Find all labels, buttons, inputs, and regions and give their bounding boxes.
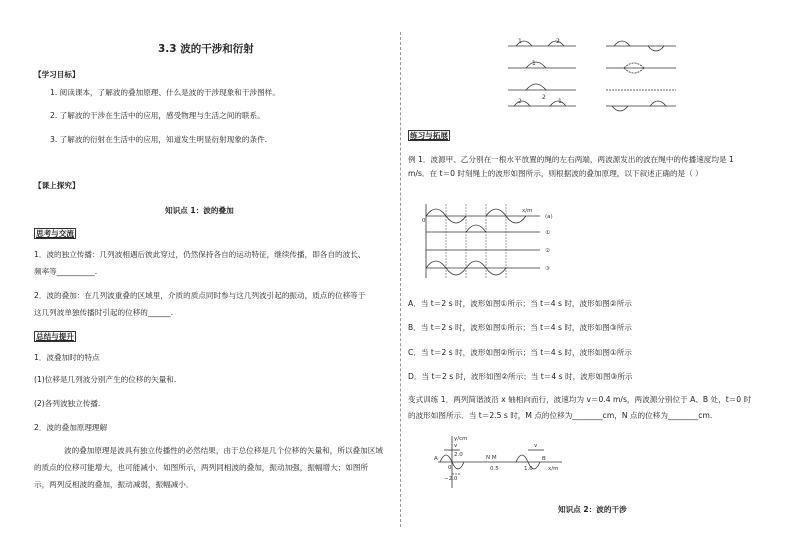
fig2-v1: v (454, 443, 458, 449)
column-divider (400, 32, 401, 527)
fig2-neg: −2.0 (444, 476, 458, 482)
summary-heading: 总结与提升 (36, 332, 74, 341)
summary-point-2-line-1: 波的叠加原理是波具有独立传播性的必然结果，由于总位移是几个位移的矢量和，所以叠加区域 (64, 446, 383, 455)
fig2-v2: v (534, 443, 538, 449)
summary-point-2-line-3: 示，两列反相波的叠加，振动减弱，振幅减小． (34, 480, 194, 489)
fig2-half: 0.5 (490, 466, 499, 472)
wave-label-3: 1 (532, 60, 536, 67)
option-b: B．当 t＝2 s 时，波形如图①所示；当 t＝4 s 时，波形如图③所示 (408, 323, 632, 332)
option-a: A．当 t＝2 s 时，波形如图①所示；当 t＝4 s 时，波形如图②所示 (408, 299, 632, 308)
fig1-xm: x/m (522, 208, 533, 214)
fig2-b: B (542, 456, 546, 462)
fig2-zero: 0 (448, 465, 452, 471)
wave-label-6: 1 (558, 98, 562, 105)
wave-superposition-figure (506, 34, 686, 118)
fig2-one: 1.0 (524, 466, 533, 472)
fig2-y: y/cm (454, 436, 468, 442)
wave-label-1: 1 (518, 38, 522, 45)
option-d: D．当 t＝2 s 时，波形如图②所示；当 t＝4 s 时，波形如图③所示 (408, 372, 633, 381)
objective-1: 1. 阅读课本，了解波的叠加原理、什么是波的干涉现象和干涉图样。 (50, 88, 280, 97)
wave-label-5: 2 (518, 98, 522, 105)
objectives-heading: 【学习目标】 (34, 70, 80, 79)
summary-point-1a: (1)位移是几列波分别产生的位移的矢量和. (34, 375, 177, 384)
question-1-line-1: 1．波的独立传播：几列波相遇后彼此穿过，仍然保持各自的运动特征，继续传播，即各自的波长、 (34, 250, 366, 259)
question-2-line-1: 2．波的叠加：在几列波重叠的区域里，介质的质点同时参与这几列波引起的振动，质点的位移等于 (34, 291, 366, 300)
fig2-nm: N M (486, 455, 497, 461)
question-1-line-2: 频率等__________. (34, 267, 98, 276)
question-2-line-2: 这几列波单独传播时引起的位移的______. (34, 308, 174, 317)
fig2-a: A (434, 456, 438, 462)
fig1-zero: 0 (422, 218, 426, 224)
explore-heading: 【课上探究】 (34, 181, 80, 190)
fig1-r1: ① (545, 230, 550, 236)
fig1-r2: ② (545, 248, 550, 254)
fig2-xm: x/m (548, 466, 559, 472)
example-1-line-2: m/s．在 t＝0 时刻绳上的波形如图所示，则根据波的叠加原理，以下叙述正确的是（ ） (408, 169, 703, 178)
objective-2: 2. 了解波的干涉在生活中的应用，感受物理与生活之间的联系。 (50, 111, 265, 120)
think-heading: 思考与交流 (36, 229, 74, 238)
objective-3: 3. 了解波的衍射在生活中的应用，知道发生明显衍射现象的条件. (50, 135, 268, 144)
summary-point-1b: (2)各列波独立传播. (34, 399, 101, 408)
example-1-line-1: 例 1．波源甲、乙分别在一根水平放置的绳的左右两端，两波源发出的波在绳中的传播速度均是 1 (408, 155, 734, 164)
summary-point-2: 2．波的叠加原理理解 (34, 423, 108, 432)
knowledge-point-2-title: 知识点 2：波的干涉 (558, 505, 627, 514)
option-c: C．当 t＝2 s 时，波形如图②所示；当 t＝4 s 时，波形如图①所示 (408, 348, 632, 357)
fig1-r3: ③ (545, 266, 550, 272)
wave-label-4: 2 (542, 94, 546, 101)
fig2-pos: 2.0 (454, 452, 463, 458)
knowledge-point-1-title: 知识点 1：波的叠加 (165, 206, 234, 215)
variant-1-line-2: 的波形如图所示．当 t＝2.5 s 时，M 点的位移为________cm，N 点的位移为________cm. (408, 411, 713, 420)
example-1-wave-figure (420, 198, 560, 284)
wave-label-2: 2 (556, 38, 560, 45)
summary-point-2-line-2: 的质点的位移可能增大，也可能减小．如图所示，两列同相波的叠加，振动加强，振幅增大；如图所 (34, 463, 369, 472)
page-title: 3.3 波的干涉和衍射 (158, 43, 254, 55)
practice-heading: 练习与拓展 (410, 131, 448, 140)
variant-1-wave-figure (430, 430, 570, 496)
variant-1-line-1: 变式训练 1．两列简谐波沿 x 轴相向而行，波速均为 v＝0.4 m/s，两波源分别位于 A、B 处，t＝0 时 (408, 395, 752, 404)
fig1-a: (a) (545, 214, 553, 220)
summary-point-1: 1．波叠加时的特点 (34, 353, 100, 362)
